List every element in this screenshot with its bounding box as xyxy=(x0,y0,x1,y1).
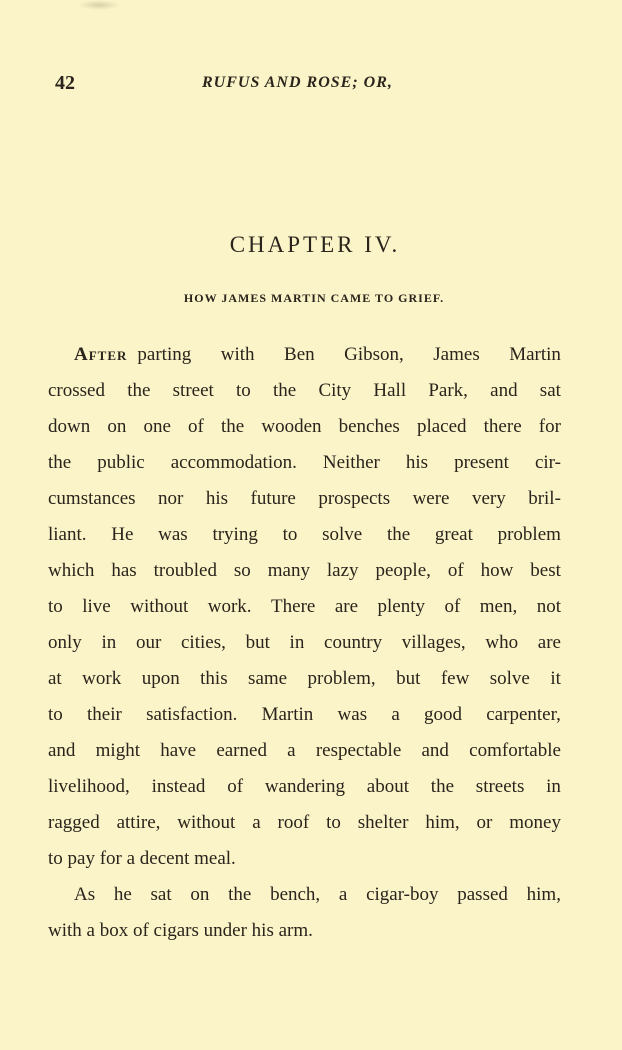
word: are xyxy=(334,596,359,617)
text-line xyxy=(48,736,561,772)
word: for xyxy=(538,416,561,437)
word: very xyxy=(471,488,506,509)
text-line xyxy=(48,376,561,412)
word: nor xyxy=(158,488,184,509)
word: bril- xyxy=(528,488,561,509)
word: or xyxy=(476,812,493,833)
word: solve xyxy=(322,524,363,545)
word: sat xyxy=(539,380,561,401)
text-line xyxy=(48,340,561,376)
word: solve xyxy=(489,668,530,689)
text-line xyxy=(48,448,561,484)
word: this xyxy=(200,668,228,689)
word: Neither xyxy=(322,452,380,473)
word: placed xyxy=(416,416,467,437)
word: liant. xyxy=(48,524,87,545)
word: down xyxy=(48,416,91,437)
word: at xyxy=(48,668,62,689)
word: with xyxy=(220,344,255,365)
text-line: with a box of cigars under his arm. xyxy=(48,920,313,941)
word: respectable xyxy=(315,740,402,761)
word: the xyxy=(386,524,411,545)
word: lazy xyxy=(326,560,359,581)
word: to xyxy=(48,596,63,617)
word: trying xyxy=(212,524,258,545)
word: Ben xyxy=(284,344,315,365)
word: on xyxy=(107,416,127,437)
word: to xyxy=(282,524,298,545)
word: of xyxy=(188,416,204,437)
line-text xyxy=(127,340,561,376)
text-line xyxy=(48,484,561,520)
word: troubled xyxy=(153,560,217,581)
chapter-heading: CHAPTER IV. xyxy=(229,232,401,257)
word: in xyxy=(546,776,561,797)
running-head xyxy=(0,72,622,102)
word: James xyxy=(433,344,480,365)
text-line xyxy=(48,664,561,700)
word: was xyxy=(158,524,188,545)
word: country xyxy=(324,632,383,653)
word: of xyxy=(447,560,464,581)
word: to xyxy=(326,812,341,833)
word: it xyxy=(550,668,561,689)
word: As xyxy=(74,884,96,905)
word: upon xyxy=(141,668,180,689)
word: carpenter, xyxy=(486,704,561,725)
word: on xyxy=(190,884,210,905)
word: Gibson, xyxy=(344,344,404,365)
word: shelter xyxy=(357,812,409,833)
word: street xyxy=(172,380,214,401)
word: Martin xyxy=(261,704,314,725)
word: but xyxy=(396,668,421,689)
word: bench, xyxy=(270,884,321,905)
word: the xyxy=(221,416,245,437)
lead-word: After xyxy=(74,344,128,365)
word: a xyxy=(287,740,296,761)
word: him, xyxy=(526,884,561,905)
word: There xyxy=(271,596,316,617)
word: sat xyxy=(150,884,172,905)
word: there xyxy=(483,416,522,437)
word: about xyxy=(366,776,410,797)
word: and xyxy=(490,380,518,401)
running-title: RUFUS AND ROSE; OR, xyxy=(202,74,393,91)
word: Hall xyxy=(373,380,407,401)
word: how xyxy=(480,560,514,581)
word: present xyxy=(454,452,509,473)
word: might xyxy=(95,740,140,761)
text-line xyxy=(48,592,561,628)
word: He xyxy=(111,524,134,545)
chapter-subtitle: HOW JAMES MARTIN CAME TO GRIEF. xyxy=(183,291,445,305)
word: cumstances xyxy=(48,488,136,509)
word: accommodation. xyxy=(170,452,297,473)
page-number: 42 xyxy=(55,72,75,94)
word: were xyxy=(412,488,450,509)
word: wandering xyxy=(264,776,346,797)
text-line xyxy=(48,412,561,448)
word: instead xyxy=(151,776,206,797)
word: a xyxy=(391,704,400,725)
word: and xyxy=(421,740,449,761)
word: cir- xyxy=(534,452,561,473)
word: ragged xyxy=(48,812,100,833)
word: the xyxy=(48,452,72,473)
word: public xyxy=(97,452,145,473)
word: have xyxy=(160,740,197,761)
word: money xyxy=(509,812,561,833)
word: to xyxy=(48,704,63,725)
word: so xyxy=(233,560,251,581)
word: wooden xyxy=(261,416,322,437)
word: his xyxy=(405,452,429,473)
word: his xyxy=(205,488,229,509)
word: few xyxy=(440,668,470,689)
word: satisfaction. xyxy=(146,704,238,725)
word: problem xyxy=(497,524,561,545)
word: a xyxy=(338,884,348,905)
word: villages, xyxy=(401,632,466,653)
body-text xyxy=(48,340,561,952)
word: of xyxy=(227,776,244,797)
word: Park, xyxy=(428,380,468,401)
word: men, xyxy=(479,596,518,617)
word: a xyxy=(252,812,261,833)
word: cigar-boy xyxy=(366,884,439,905)
word: plenty xyxy=(377,596,425,617)
word: problem, xyxy=(307,668,376,689)
word: best xyxy=(530,560,561,581)
word: the xyxy=(273,380,297,401)
word: Martin xyxy=(509,344,561,365)
word: without xyxy=(130,596,189,617)
word: in xyxy=(101,632,117,653)
text-line xyxy=(48,700,561,736)
word: future xyxy=(250,488,296,509)
word: the xyxy=(228,884,252,905)
word: their xyxy=(87,704,122,725)
word: livelihood, xyxy=(48,776,130,797)
word: people, xyxy=(375,560,431,581)
word: but xyxy=(245,632,270,653)
word: him, xyxy=(425,812,460,833)
word: which xyxy=(48,560,95,581)
word: streets xyxy=(475,776,525,797)
word: benches xyxy=(338,416,400,437)
word: one xyxy=(143,416,171,437)
word: same xyxy=(248,668,288,689)
word: many xyxy=(267,560,310,581)
text-line xyxy=(48,520,561,556)
word: the xyxy=(430,776,455,797)
word: has xyxy=(111,560,137,581)
word: our xyxy=(135,632,162,653)
text-line xyxy=(48,556,561,592)
word: and xyxy=(48,740,76,761)
word: in xyxy=(289,632,305,653)
text-line xyxy=(48,772,561,808)
word: great xyxy=(434,524,473,545)
word: comfortable xyxy=(469,740,561,761)
word: work xyxy=(82,668,122,689)
word: earned xyxy=(216,740,267,761)
text-line xyxy=(48,808,561,844)
word: are xyxy=(537,632,561,653)
text-line: to pay for a decent meal. xyxy=(48,848,236,869)
word: was xyxy=(337,704,368,725)
word: he xyxy=(113,884,132,905)
word: crossed xyxy=(48,380,105,401)
text-line xyxy=(48,628,561,664)
word: without xyxy=(177,812,236,833)
word: work. xyxy=(207,596,252,617)
word: not xyxy=(536,596,561,617)
word: of xyxy=(444,596,461,617)
word: live xyxy=(82,596,111,617)
word: City xyxy=(318,380,352,401)
page-stain xyxy=(78,0,120,10)
word: good xyxy=(424,704,463,725)
word: cities, xyxy=(181,632,226,653)
word: to xyxy=(236,380,251,401)
word: passed xyxy=(457,884,508,905)
word: roof xyxy=(277,812,310,833)
text-line xyxy=(48,880,561,916)
word: parting xyxy=(137,344,192,365)
word: only xyxy=(48,632,82,653)
word: the xyxy=(127,380,151,401)
word: prospects xyxy=(318,488,391,509)
word: who xyxy=(485,632,519,653)
word: attire, xyxy=(116,812,161,833)
